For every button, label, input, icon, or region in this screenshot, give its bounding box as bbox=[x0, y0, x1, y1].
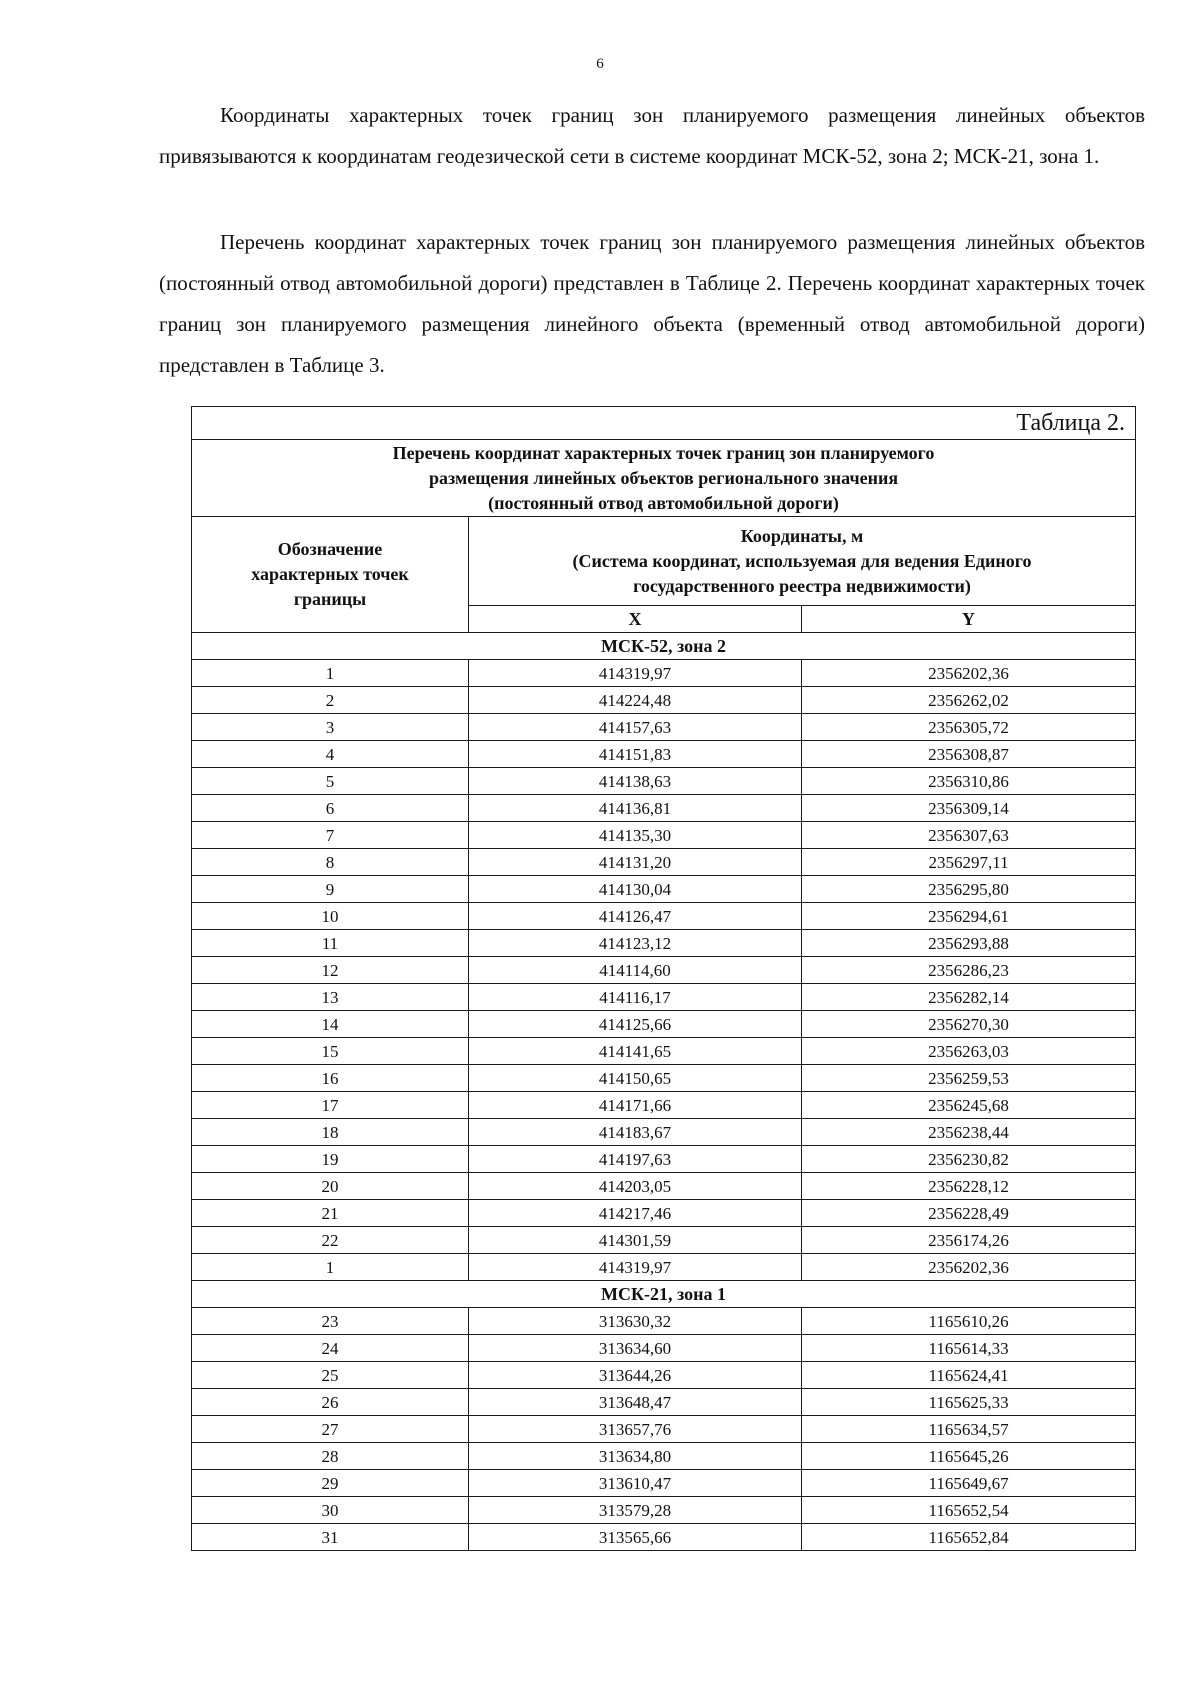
point-number-cell: 2 bbox=[192, 687, 469, 714]
table-row bbox=[192, 822, 1136, 849]
x-coordinate-cell: 414157,63 bbox=[469, 714, 802, 741]
y-coordinate-cell: 1165625,33 bbox=[802, 1389, 1136, 1416]
x-coordinate-cell: 414135,30 bbox=[469, 822, 802, 849]
point-number-cell: 15 bbox=[192, 1038, 469, 1065]
coordinates-table bbox=[191, 406, 1136, 1551]
table-row bbox=[192, 984, 1136, 1011]
x-coordinate-cell: 414197,63 bbox=[469, 1146, 802, 1173]
x-coordinate-cell: 313630,32 bbox=[469, 1308, 802, 1335]
y-coordinate-cell: 1165652,54 bbox=[802, 1497, 1136, 1524]
table-row bbox=[192, 687, 1136, 714]
intro-paragraph bbox=[159, 95, 1145, 177]
point-number-cell: 13 bbox=[192, 984, 469, 1011]
coordinates-header-line: государственного реестра недвижимости) bbox=[633, 575, 971, 596]
point-number-cell: 21 bbox=[192, 1200, 469, 1227]
table-row bbox=[192, 1470, 1136, 1497]
point-number-cell: 1 bbox=[192, 1254, 469, 1281]
table-row bbox=[192, 1497, 1136, 1524]
y-coordinate-cell: 2356228,12 bbox=[802, 1173, 1136, 1200]
table-row bbox=[192, 957, 1136, 984]
page-number: 6 bbox=[596, 56, 604, 72]
y-coordinate-cell: 1165652,84 bbox=[802, 1524, 1136, 1551]
y-coordinate-cell: 2356230,82 bbox=[802, 1146, 1136, 1173]
point-number-cell: 1 bbox=[192, 660, 469, 687]
table-row bbox=[192, 1200, 1136, 1227]
table-row bbox=[192, 1389, 1136, 1416]
point-number-cell: 16 bbox=[192, 1065, 469, 1092]
table-row bbox=[192, 1362, 1136, 1389]
table-row bbox=[192, 714, 1136, 741]
point-number-cell: 7 bbox=[192, 822, 469, 849]
point-number-cell: 28 bbox=[192, 1443, 469, 1470]
x-coordinate-cell: 414203,05 bbox=[469, 1173, 802, 1200]
table-row bbox=[192, 1092, 1136, 1119]
y-coordinate-cell: 2356297,11 bbox=[802, 849, 1136, 876]
point-number-cell: 24 bbox=[192, 1335, 469, 1362]
x-coordinate-cell: 414151,83 bbox=[469, 741, 802, 768]
y-coordinate-cell: 2356305,72 bbox=[802, 714, 1136, 741]
coordinates-header-line: Координаты, м bbox=[740, 525, 864, 546]
zone-name: МСК-21, зона 1 bbox=[192, 1281, 1136, 1308]
y-coordinate-cell: 2356286,23 bbox=[802, 957, 1136, 984]
table-row bbox=[192, 1443, 1136, 1470]
y-coordinate-cell: 2356293,88 bbox=[802, 930, 1136, 957]
point-number-cell: 25 bbox=[192, 1362, 469, 1389]
point-designation-header: Обозначение характерных точек границы bbox=[192, 517, 469, 633]
point-number-cell: 8 bbox=[192, 849, 469, 876]
y-coordinate-cell: 2356245,68 bbox=[802, 1092, 1136, 1119]
y-coordinate-cell: 2356309,14 bbox=[802, 795, 1136, 822]
y-coordinate-cell: 2356238,44 bbox=[802, 1119, 1136, 1146]
x-coordinate-cell: 414319,97 bbox=[469, 660, 802, 687]
x-coordinate-cell: 414136,81 bbox=[469, 795, 802, 822]
point-number-cell: 17 bbox=[192, 1092, 469, 1119]
y-coordinate-cell: 1165634,57 bbox=[802, 1416, 1136, 1443]
point-number-cell: 12 bbox=[192, 957, 469, 984]
point-number-cell: 11 bbox=[192, 930, 469, 957]
x-coordinate-cell: 414171,66 bbox=[469, 1092, 802, 1119]
point-number-cell: 9 bbox=[192, 876, 469, 903]
x-coordinate-cell: 414114,60 bbox=[469, 957, 802, 984]
table-row bbox=[192, 930, 1136, 957]
x-coordinate-cell: 313610,47 bbox=[469, 1470, 802, 1497]
y-coordinate-cell: 2356228,49 bbox=[802, 1200, 1136, 1227]
y-coordinate-cell: 1165614,33 bbox=[802, 1335, 1136, 1362]
point-number-cell: 31 bbox=[192, 1524, 469, 1551]
point-number-cell: 3 bbox=[192, 714, 469, 741]
y-coordinate-cell: 2356295,80 bbox=[802, 876, 1136, 903]
table-row bbox=[192, 1308, 1136, 1335]
x-coordinate-cell: 313565,66 bbox=[469, 1524, 802, 1551]
point-number-cell: 18 bbox=[192, 1119, 469, 1146]
y-coordinate-cell: 1165610,26 bbox=[802, 1308, 1136, 1335]
table-body bbox=[192, 633, 1136, 1551]
table-title-line: Перечень координат характерных точек границ зон планируемого bbox=[392, 442, 935, 463]
y-coordinate-cell: 2356270,30 bbox=[802, 1011, 1136, 1038]
x-coordinate-cell: 313657,76 bbox=[469, 1416, 802, 1443]
point-number-cell: 10 bbox=[192, 903, 469, 930]
zone-name: МСК-52, зона 2 bbox=[192, 633, 1136, 660]
table-row bbox=[192, 1335, 1136, 1362]
point-number-cell: 22 bbox=[192, 1227, 469, 1254]
point-number-cell: 30 bbox=[192, 1497, 469, 1524]
list-paragraph bbox=[159, 222, 1145, 386]
coordinates-header-line: (Система координат, используемая для ведения Единого bbox=[572, 550, 1032, 571]
x-coordinate-cell: 313579,28 bbox=[469, 1497, 802, 1524]
point-number-cell: 26 bbox=[192, 1389, 469, 1416]
table-caption: Таблица 2. bbox=[192, 407, 1136, 440]
x-coordinate-cell: 313644,26 bbox=[469, 1362, 802, 1389]
y-coordinate-cell: 2356294,61 bbox=[802, 903, 1136, 930]
table-title-line: (постоянный отвод автомобильной дороги) bbox=[488, 492, 839, 513]
point-number-cell: 29 bbox=[192, 1470, 469, 1497]
zone-header-row bbox=[192, 1281, 1136, 1308]
intro-paragraph-text: Координаты характерных точек границ зон планируемого размещения линейных объектов привязываются к координатам геодезической сети в системе координат МСК-52, зона 2; МСК-21, зона 1. bbox=[159, 103, 1145, 168]
x-coordinate-cell: 414150,65 bbox=[469, 1065, 802, 1092]
x-coordinate-cell: 414217,46 bbox=[469, 1200, 802, 1227]
table-row bbox=[192, 1524, 1136, 1551]
y-coordinate-cell: 2356174,26 bbox=[802, 1227, 1136, 1254]
table-row bbox=[192, 660, 1136, 687]
point-number-cell: 27 bbox=[192, 1416, 469, 1443]
y-coordinate-cell: 2356263,03 bbox=[802, 1038, 1136, 1065]
x-coordinate-cell: 414183,67 bbox=[469, 1119, 802, 1146]
table-row bbox=[192, 1173, 1136, 1200]
table-title-line: размещения линейных объектов регионального значения bbox=[428, 467, 899, 488]
y-coordinate-cell: 2356202,36 bbox=[802, 660, 1136, 687]
table-row bbox=[192, 1119, 1136, 1146]
x-coordinate-cell: 414126,47 bbox=[469, 903, 802, 930]
x-column-header: X bbox=[469, 606, 802, 633]
x-coordinate-cell: 414131,20 bbox=[469, 849, 802, 876]
table-row bbox=[192, 1065, 1136, 1092]
table-row bbox=[192, 849, 1136, 876]
table-row bbox=[192, 1416, 1136, 1443]
x-coordinate-cell: 313648,47 bbox=[469, 1389, 802, 1416]
table-row bbox=[192, 1011, 1136, 1038]
point-number-cell: 6 bbox=[192, 795, 469, 822]
coordinates-header bbox=[469, 517, 1136, 606]
table-row bbox=[192, 1038, 1136, 1065]
table-row bbox=[192, 1146, 1136, 1173]
x-coordinate-cell: 414125,66 bbox=[469, 1011, 802, 1038]
y-coordinate-cell: 1165649,67 bbox=[802, 1470, 1136, 1497]
y-coordinate-cell: 2356310,86 bbox=[802, 768, 1136, 795]
table-row bbox=[192, 876, 1136, 903]
table-title bbox=[192, 440, 1136, 517]
y-coordinate-cell: 2356307,63 bbox=[802, 822, 1136, 849]
point-number-cell: 5 bbox=[192, 768, 469, 795]
y-coordinate-cell: 1165624,41 bbox=[802, 1362, 1136, 1389]
y-coordinate-cell: 2356262,02 bbox=[802, 687, 1136, 714]
point-number-cell: 14 bbox=[192, 1011, 469, 1038]
table-row bbox=[192, 903, 1136, 930]
point-number-cell: 20 bbox=[192, 1173, 469, 1200]
point-number-cell: 23 bbox=[192, 1308, 469, 1335]
y-column-header: Y bbox=[802, 606, 1136, 633]
x-coordinate-cell: 313634,80 bbox=[469, 1443, 802, 1470]
table-row bbox=[192, 1254, 1136, 1281]
x-coordinate-cell: 414123,12 bbox=[469, 930, 802, 957]
x-coordinate-cell: 414224,48 bbox=[469, 687, 802, 714]
x-coordinate-cell: 414116,17 bbox=[469, 984, 802, 1011]
table-row bbox=[192, 795, 1136, 822]
x-coordinate-cell: 313634,60 bbox=[469, 1335, 802, 1362]
y-coordinate-cell: 2356259,53 bbox=[802, 1065, 1136, 1092]
table-row bbox=[192, 1227, 1136, 1254]
y-coordinate-cell: 2356282,14 bbox=[802, 984, 1136, 1011]
y-coordinate-cell: 2356202,36 bbox=[802, 1254, 1136, 1281]
x-coordinate-cell: 414130,04 bbox=[469, 876, 802, 903]
table-row bbox=[192, 741, 1136, 768]
point-number-cell: 19 bbox=[192, 1146, 469, 1173]
table-row bbox=[192, 768, 1136, 795]
x-coordinate-cell: 414301,59 bbox=[469, 1227, 802, 1254]
x-coordinate-cell: 414138,63 bbox=[469, 768, 802, 795]
x-coordinate-cell: 414319,97 bbox=[469, 1254, 802, 1281]
y-coordinate-cell: 1165645,26 bbox=[802, 1443, 1136, 1470]
zone-header-row bbox=[192, 633, 1136, 660]
x-coordinate-cell: 414141,65 bbox=[469, 1038, 802, 1065]
list-paragraph-text: Перечень координат характерных точек границ зон планируемого размещения линейных объектов (постоянный отвод автомобильной дороги) представлен в Таблице 2. Перечень координат характерных точек границ зон планируемого размещения линейного объекта (временный отвод автомобильной дороги) представлен в Таблице 3. bbox=[159, 230, 1145, 377]
y-coordinate-cell: 2356308,87 bbox=[802, 741, 1136, 768]
point-number-cell: 4 bbox=[192, 741, 469, 768]
